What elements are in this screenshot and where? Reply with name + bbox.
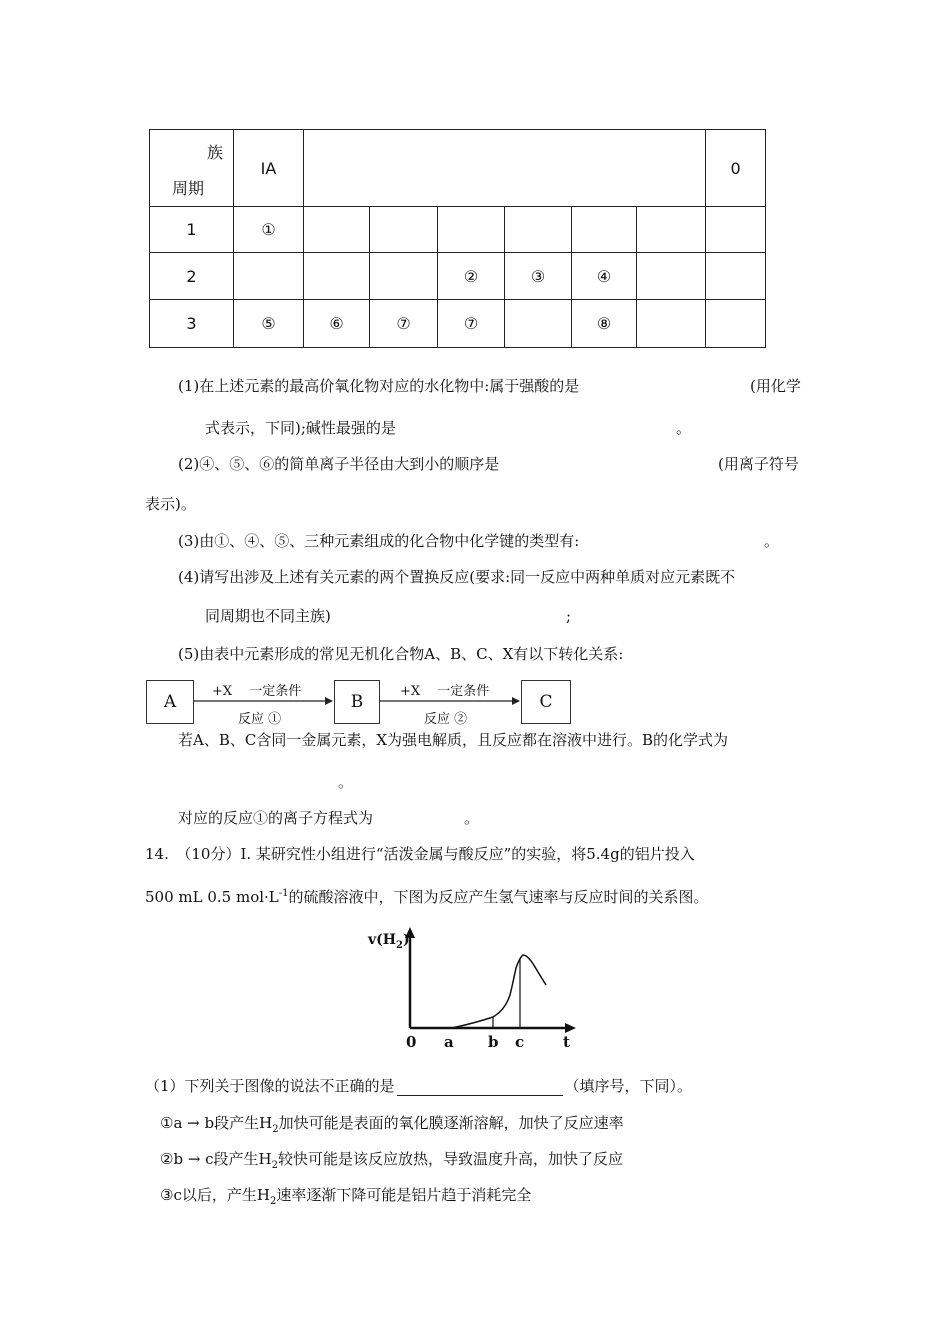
q2-line2: 表示)。	[145, 495, 196, 513]
q4-line2-end: ;	[566, 607, 572, 625]
sub1-option-2: ②b → c段产生$H_2$较快可能是该反应放热，导致温度升高，加快了反应	[160, 1150, 624, 1171]
q1-line2-end: 。	[676, 419, 692, 437]
sub1-option-3: ③c以后，产生$H_2$速率逐渐下降可能是铝片趋于消耗完全	[160, 1186, 532, 1207]
header-period-label: 周期	[172, 179, 205, 198]
q1-line1: (1)在上述元素的最高价氧化物对应的水化物中:属于强酸的是	[178, 377, 580, 395]
q5-line4-end: 。	[464, 809, 480, 827]
arrow2-bottom-label: 反应 ②	[424, 712, 468, 727]
q1-line1-end: (用化学	[750, 377, 801, 395]
table-cell: ④	[572, 253, 637, 300]
graph-tick-t: t	[563, 1033, 570, 1051]
group-0-header: 0	[706, 130, 766, 207]
q14-line1: 14. （10分）I. 某研究性小组进行“活泼金属与酸反应”的实验，将5.4g的铝片投入	[145, 845, 695, 863]
table-cell: ⑦	[370, 300, 438, 348]
arrow1-bottom-label: 反应 ①	[238, 712, 282, 727]
sub1-prompt: （1）下列关于图像的说法不正确的是 （填序号，下同）。	[145, 1077, 693, 1095]
graph-y-label: $v(H_2)$	[368, 932, 410, 951]
flow-box-c: C	[521, 680, 571, 724]
q2-line1: (2)④、⑤、⑥的简单离子半径由大到小的顺序是	[178, 455, 500, 473]
flow-box-b: B	[334, 680, 380, 724]
table-cell: ⑧	[572, 300, 637, 348]
graph-tick-0: 0	[406, 1033, 417, 1051]
q3-line1-end: 。	[764, 532, 780, 550]
arrow1-top-label: +X 一定条件	[212, 684, 302, 699]
q5-line1: (5)由表中元素形成的常见无机化合物A、B、C、X有以下转化关系:	[178, 645, 624, 663]
table-cell: ②	[438, 253, 505, 300]
table-cell: ⑦	[438, 300, 505, 348]
arrow2-top-label: +X 一定条件	[400, 684, 490, 699]
group-ia-header: IA	[234, 130, 304, 207]
flow-box-a: A	[146, 680, 194, 724]
q4-line1: (4)请写出涉及上述有关元素的两个置换反应(要求:同一反应中两种单质对应元素既不	[178, 568, 736, 586]
q3-line1: (3)由①、④、⑤、三种元素组成的化合物中化学键的类型有:	[178, 532, 580, 550]
header-group-label: 族	[206, 143, 223, 162]
q5-line4: 对应的反应①的离子方程式为	[178, 809, 374, 827]
answer-blank[interactable]	[397, 1079, 563, 1096]
graph-tick-a: a	[444, 1033, 454, 1051]
period-label: 2	[150, 253, 234, 300]
q5-line3: 。	[338, 773, 354, 791]
sub1-option-1: ①a → b段产生$H_2$加快可能是表面的氧化膜逐渐溶解，加快了反应速率	[160, 1114, 624, 1135]
q2-line1-end: (用离子符号	[718, 455, 799, 473]
table-cell: ①	[234, 207, 304, 253]
q14-line2: 500 mL 0.5 $mol\cdot L^{-1}$的硫酸溶液中，下图为反应产生氢气速率与反应时间的关系图。	[145, 888, 709, 906]
q1-line2: 式表示，下同);碱性最强的是	[205, 419, 396, 437]
period-label: 3	[150, 300, 234, 348]
table-cell: ⑤	[234, 300, 304, 348]
q5-line2: 若A、B、C含同一金属元素，X为强电解质，且反应都在溶液中进行。B的化学式为	[178, 731, 729, 749]
graph-tick-b: b	[488, 1033, 499, 1051]
table-cell: ③	[505, 253, 572, 300]
graph-tick-c: c	[515, 1033, 525, 1051]
period-label: 1	[150, 207, 234, 253]
q4-line2: 同周期也不同主族)	[205, 607, 331, 625]
table-cell: ⑥	[304, 300, 370, 348]
rate-curve	[452, 955, 546, 1028]
